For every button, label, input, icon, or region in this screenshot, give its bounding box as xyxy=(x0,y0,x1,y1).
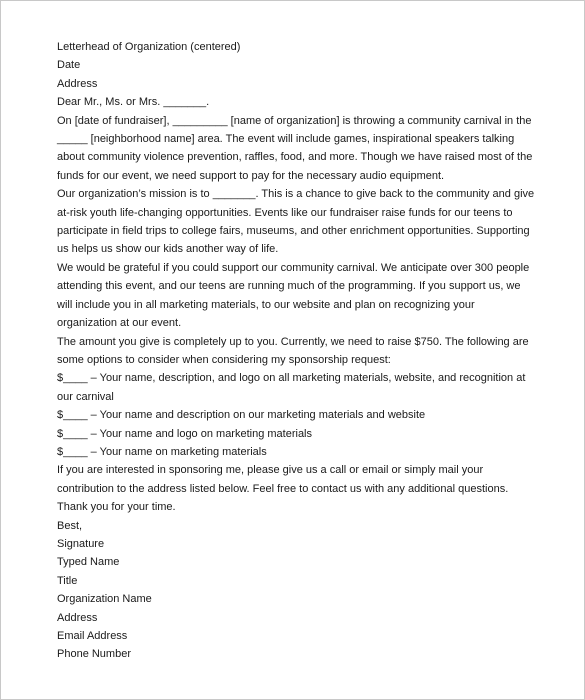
letter-body xyxy=(57,38,535,664)
closing: Best, xyxy=(57,519,83,532)
sponsorship-option: $____ – Your name and description on our marketing materials and website xyxy=(57,409,426,422)
typed-name: Typed Name xyxy=(57,556,120,569)
signature: Signature xyxy=(57,537,105,550)
paragraph-request: We would be grateful if you could support our community carnival. We anticipate over 300 people attending this event, and our teens are running much of the programming. If you support us, we will include you in all marketing materials, to our website and plan on recognizing your organization at our event. xyxy=(57,261,530,330)
paragraph-contact: If you are interested in sponsoring me, please give us a call or email or simply mail your contribution to the address listed below. Feel free to contact us with any additional questions. Thank you for your time. xyxy=(57,464,509,514)
letterhead: Letterhead of Organization (centered) xyxy=(57,41,241,53)
salutation: Dear Mr., Ms. or Mrs. _______. xyxy=(57,96,210,109)
recipient-address: Address xyxy=(57,77,98,90)
paragraph-mission: Our organization’s mission is to _______. This is a chance to give back to the community and give at-risk youth life-changing opportunities. Events like our fundraiser raise funds for our teens to participate in field trips to college fairs, museums, and other enrichment opportunities. Supporting us helps us show our kids another way of life. xyxy=(57,188,535,256)
sponsorship-option: $____ – Your name and logo on marketing materials xyxy=(57,427,313,440)
organization-name: Organization Name xyxy=(57,593,152,606)
sponsorship-option: $____ – Your name, description, and logo on all marketing materials, website, and recognition at our carnival xyxy=(57,372,526,403)
phone-number: Phone Number xyxy=(57,648,131,661)
sender-title: Title xyxy=(57,574,78,587)
paragraph-amount: The amount you give is completely up to you. Currently, we need to raise $750. The following are some options to consider when considering my sponsorship request: xyxy=(57,335,529,366)
date-line: Date xyxy=(57,59,81,72)
sender-address: Address xyxy=(57,611,98,624)
email-address: Email Address xyxy=(57,630,128,642)
sponsorship-option: $____ – Your name on marketing materials xyxy=(57,445,267,458)
paragraph-event: On [date of fundraiser], _________ [name of organization] is throwing a community carnival in the _____ [neighborhood name] area. The event will include games, inspirational speakers talking about community violence prevention, raffles, food, and more. Though we have raised most of the funds for our event, we need support to pay for the necessary audio equipment. xyxy=(57,114,533,182)
